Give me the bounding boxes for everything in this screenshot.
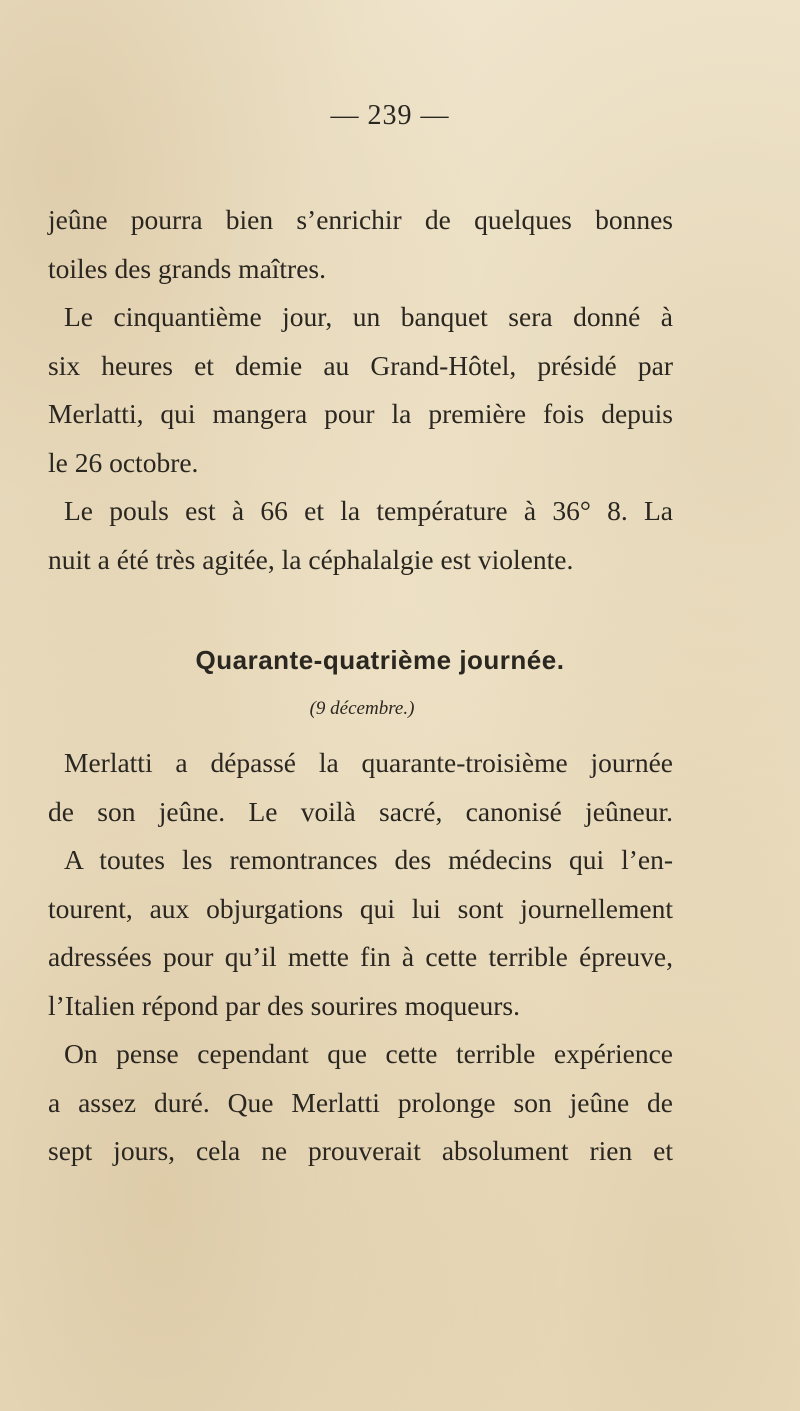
text-line: adressées pour qu’il mette fin à cette terrible épreuve, bbox=[48, 941, 673, 972]
text-line: tourent, aux objurgations qui lui sont journellement bbox=[48, 892, 673, 924]
text-line: Le cinquantième jour, un banquet sera donné à bbox=[64, 301, 673, 332]
text-line: six heures et demie au Grand-Hôtel, présidé par bbox=[48, 349, 673, 381]
section-heading: Quarante-quatrième journée. bbox=[195, 645, 565, 675]
text-line: sept jours, cela ne prouverait absolument rien et bbox=[48, 1135, 673, 1166]
text-line: l’Italien répond par des sourires moqueurs. bbox=[48, 989, 520, 1021]
text-line: Merlatti a dépassé la quarante-troisième journée bbox=[64, 747, 673, 778]
paragraph-block-1 bbox=[48, 196, 673, 584]
text-line: On pense cependant que cette terrible expérience bbox=[64, 1038, 673, 1069]
text-line: Merlatti, qui mangera pour la première fois depuis bbox=[48, 398, 673, 429]
page-number: — 239 — bbox=[330, 100, 450, 131]
text-line: Le pouls est à 66 et la température à 36° 8. La bbox=[64, 495, 673, 526]
text-line: toiles des grands maîtres. bbox=[48, 252, 326, 284]
section-date: (9 décembre.) bbox=[309, 698, 415, 719]
text-line: a assez duré. Que Merlatti prolonge son jeûne de bbox=[48, 1086, 673, 1118]
text-line: de son jeûne. Le voilà sacré, canonisé jeûneur. bbox=[48, 795, 673, 827]
text-line: nuit a été très agitée, la céphalalgie est violente. bbox=[48, 543, 574, 575]
text-line: A toutes les remontrances des médecins qui l’en- bbox=[64, 844, 673, 875]
text-line: le 26 octobre. bbox=[48, 446, 199, 478]
text-line: jeûne pourra bien s’enrichir de quelques bonnes bbox=[48, 204, 673, 235]
paragraph-block-2 bbox=[48, 739, 673, 1176]
